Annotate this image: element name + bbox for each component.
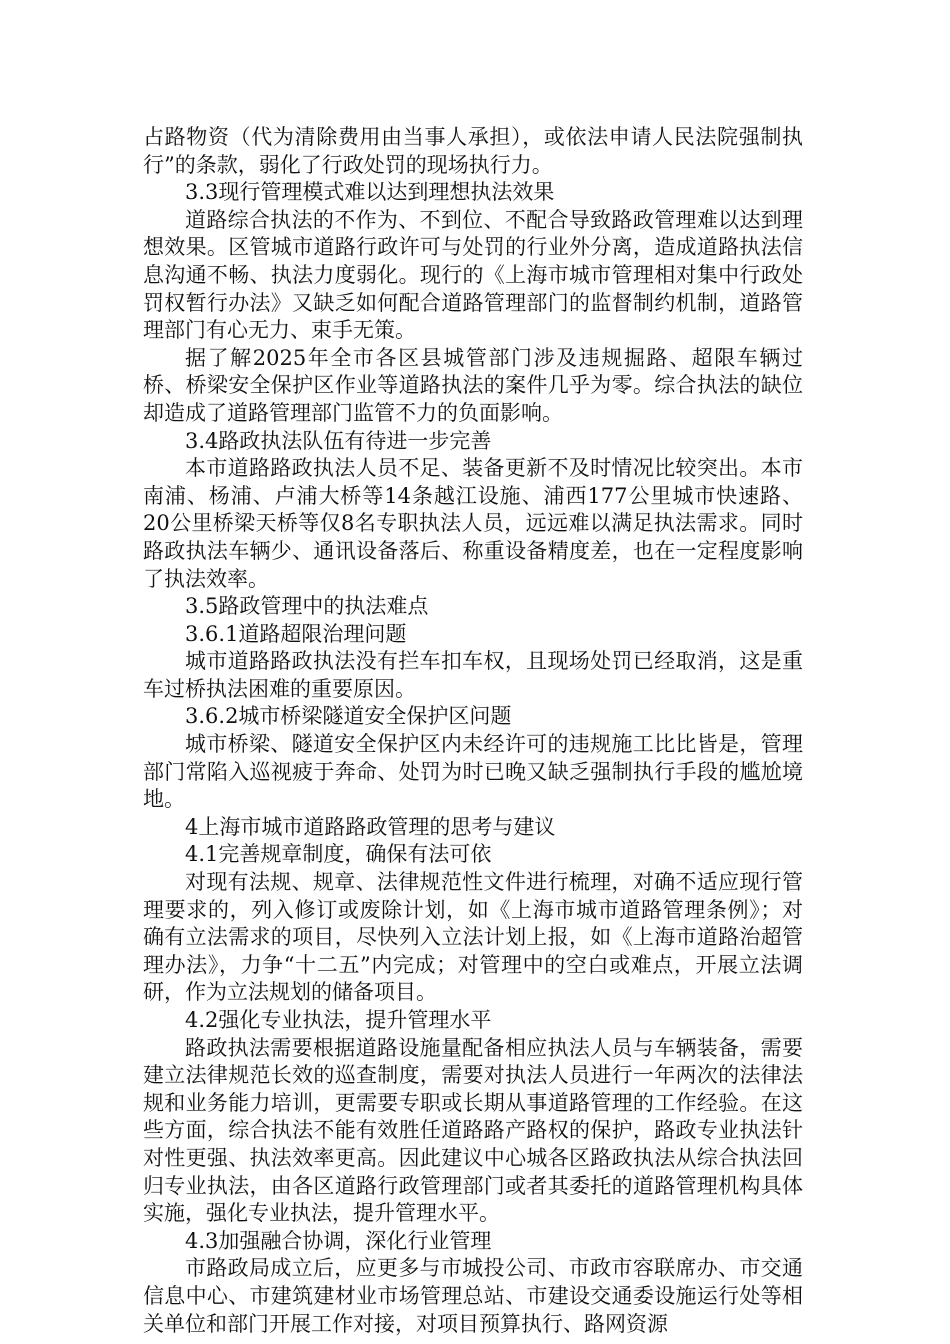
- section-heading-3-4: 3.4路政执法队伍有待进一步完善: [185, 428, 492, 453]
- section-heading-3-5: 3.5路政管理中的执法难点: [185, 594, 429, 619]
- paragraph: 对现有法规、规章、法律规范性文件进行梳理，对确不适应现行管理要求的，列入修订或废除计划，如《上海市城市道路管理条例》；对确有立法需求的项目，尽快列入立法计划上报，如《上海市道路治超管理办法》，力争“十二五”内完成；对管理中的空白或难点，开展立法调研，作为立法规划的储备项目。: [143, 870, 803, 1005]
- section-heading-3-6-2: 3.6.2城市桥梁隧道安全保护区问题: [185, 704, 512, 729]
- paragraph: 路政执法需要根据道路设施量配备相应执法人员与车辆装备，需要建立法律规范长效的巡查制度，需要对执法人员进行一年两次的法律法规和业务能力培训，更需要专职或长期从事道路管理的工作经验。在这些方面，综合执法不能有效胜任道路路产路权的保护，路政专业执法针对性更强、执法效率更高。因此建议中心城各区路政执法从综合执法回归专业执法，由各区道路行政管理部门或者其委托的道路管理机构具体实施，强化专业执法，提升管理水平。: [143, 1035, 803, 1226]
- section-heading-4: 4上海市城市道路路政管理的思考与建议: [185, 814, 556, 839]
- document-body: [143, 124, 803, 1338]
- paragraph-continued: 占路物资（代为清除费用由当事人承担），或依法申请人民法院强制执行”的条款，弱化了行政处罚的现场执行力。: [143, 125, 803, 177]
- paragraph: 本市道路路政执法人员不足、装备更新不及时情况比较突出。本市南浦、杨浦、卢浦大桥等14条越江设施、浦西177公里城市快速路、20公里桥梁天桥等仅8名专职执法人员，远远难以满足执法需求。同时路政执法车辆少、通讯设备落后、称重设备精度差，也在一定程度影响了执法效率。: [143, 456, 803, 591]
- paragraph: 道路综合执法的不作为、不到位、不配合导致路政管理难以达到理想效果。区管城市道路行政许可与处罚的行业外分离，造成道路执法信息沟通不畅、执法力度弱化。现行的《上海市城市管理相对集中行政处罚权暂行办法》又缺乏如何配合道路管理部门的监督制约机制，道路管理部门有心无力、束手无策。: [143, 207, 803, 343]
- section-heading-4-1: 4.1完善规章制度，确保有法可依: [185, 842, 492, 867]
- section-heading-3-6-1: 3.6.1道路超限治理问题: [185, 621, 407, 646]
- paragraph: 据了解2025年全市各区县城管部门涉及违规掘路、超限车辆过桥、桥梁安全保护区作业等道路执法的案件几乎为零。综合执法的缺位却造成了道路管理部门监管不力的负面影响。: [143, 345, 803, 425]
- section-heading-3-3: 3.3现行管理模式难以达到理想执法效果: [185, 180, 555, 205]
- section-heading-4-3: 4.3加强融合协调，深化行业管理: [185, 1228, 492, 1253]
- paragraph: 城市道路路政执法没有拦车扣车权，且现场处罚已经取消，这是重车过桥执法困难的重要原因。: [143, 649, 803, 701]
- paragraph: 城市桥梁、隧道安全保护区内未经许可的违规施工比比皆是，管理部门常陷入巡视疲于奔命、处罚为时已晚又缺乏强制执行手段的尴尬境地。: [143, 732, 803, 812]
- section-heading-4-2: 4.2强化专业执法，提升管理水平: [185, 1008, 492, 1032]
- paragraph: 市路政局成立后，应更多与市城投公司、市政市容联席办、市交通信息中心、市建筑建材业市场管理总站、市建设交通委设施运行处等相关单位和部门开展工作对接，对项目预算执行、路网资源: [143, 1256, 803, 1336]
